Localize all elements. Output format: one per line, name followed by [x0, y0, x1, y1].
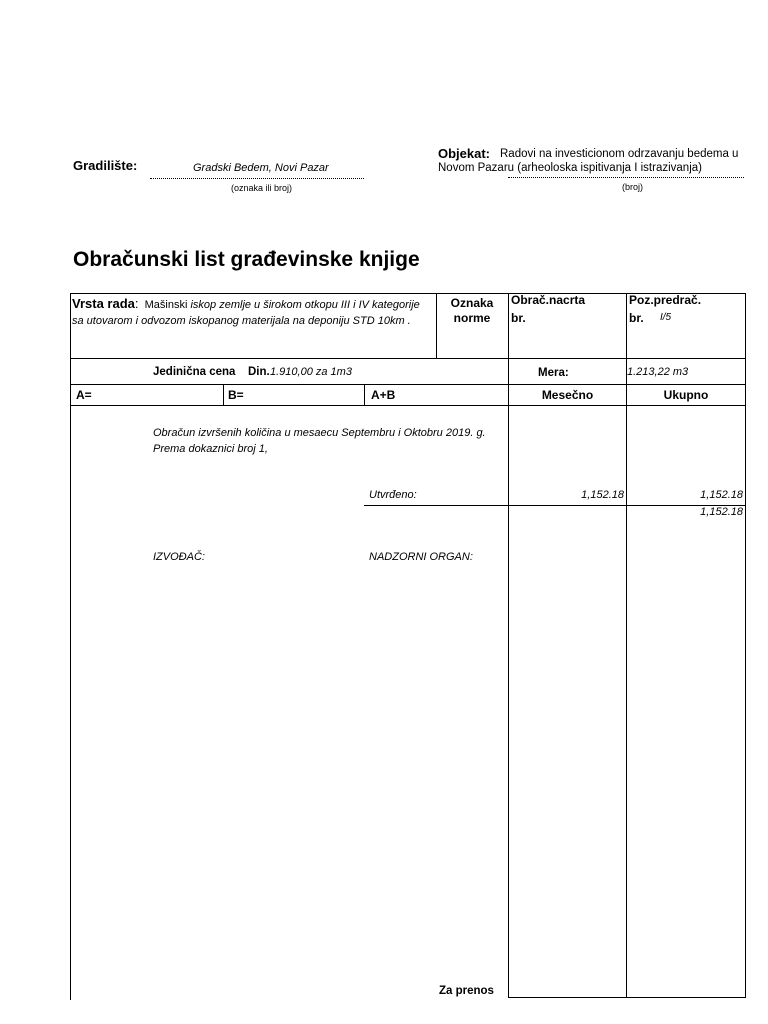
nadzorni-organ-label: NADZORNI ORGAN:	[369, 551, 473, 563]
din-label: Din.	[248, 366, 270, 378]
izvodac-label: IZVOĐAČ:	[153, 551, 205, 563]
obrac-nacrta-line2: br.	[511, 311, 526, 325]
page-title: Obračunski list građevinske knjige	[73, 248, 420, 271]
col-ab-divider	[364, 384, 365, 406]
columns-row-border	[70, 405, 746, 406]
header-row-border	[70, 358, 746, 359]
col-a-header: A=	[76, 388, 92, 402]
table-bottom-border	[508, 997, 746, 998]
objekat-label: Objekat:	[438, 146, 491, 161]
vrsta-rada-colon: :	[134, 296, 139, 311]
objekat-caption: (broj)	[622, 182, 644, 192]
utvrdeno-mesecno: 1,152.18	[581, 489, 624, 501]
gradiliste-label: Gradilište:	[73, 158, 138, 173]
price-value: 1.910,00 za 1m3	[270, 366, 352, 378]
mera-value: 1.213,22 m3	[627, 366, 689, 378]
col-mesecno-header: Mesečno	[541, 388, 594, 402]
col-b-divider	[223, 384, 224, 406]
poz-predrac-line1: Poz.predrač.	[629, 293, 702, 307]
objekat-value-line2: Novom Pazaru (arheoloska ispitivanja I istrazivanja)	[438, 162, 702, 174]
table-left-border	[70, 293, 71, 1000]
objekat-value-line1: Radovi na investicionom odrzavanju bedema u	[500, 148, 739, 160]
gradiliste-underline	[150, 178, 364, 179]
obracun-line1: Obračun izvršenih količina u mesaecu Septembru i Oktobru 2019. g.	[153, 427, 486, 439]
oznaka-divider	[436, 293, 437, 359]
vrsta-rada-text: iskop zemlje u širokom otkopu III i IV kategorije sa utovarom i odvozom iskopanog materijala na deponiju STD 10km .	[72, 299, 420, 327]
col-b-header: B=	[228, 388, 244, 402]
za-prenos-label: Za prenos	[439, 985, 494, 997]
table-right-border	[745, 293, 746, 998]
utvrdeno-label: Utvrđeno:	[369, 489, 417, 501]
obrac-nacrta-line1: Obrač.nacrta	[511, 293, 586, 307]
vrsta-rada-prefix: Mašinski	[144, 299, 188, 311]
utvrdeno-ukupno: 1,152.18	[700, 489, 743, 501]
vrsta-rada-label: Vrsta rada	[72, 296, 135, 311]
poz-predrac-line2: br.	[629, 311, 644, 325]
objekat-underline	[508, 177, 744, 178]
ukupno-total: 1,152.18	[700, 506, 743, 518]
poz-predrac-value: I/5	[660, 312, 672, 323]
col-ukupno-header: Ukupno	[663, 388, 709, 402]
mera-label: Mera:	[538, 367, 569, 379]
jedinicna-cena-label: Jedinična cena	[153, 366, 236, 378]
gradiliste-caption: (oznaka ili broj)	[231, 183, 293, 193]
col-ab-header: A+B	[371, 388, 396, 402]
gradiliste-value: Gradski Bedem, Novi Pazar	[193, 162, 329, 174]
price-row-border	[70, 384, 746, 385]
vrsta-rada-cell	[72, 296, 432, 329]
obracun-line2: Prema dokaznici broj 1,	[153, 443, 268, 455]
oznaka-norme: Oznaka norme	[450, 296, 494, 325]
